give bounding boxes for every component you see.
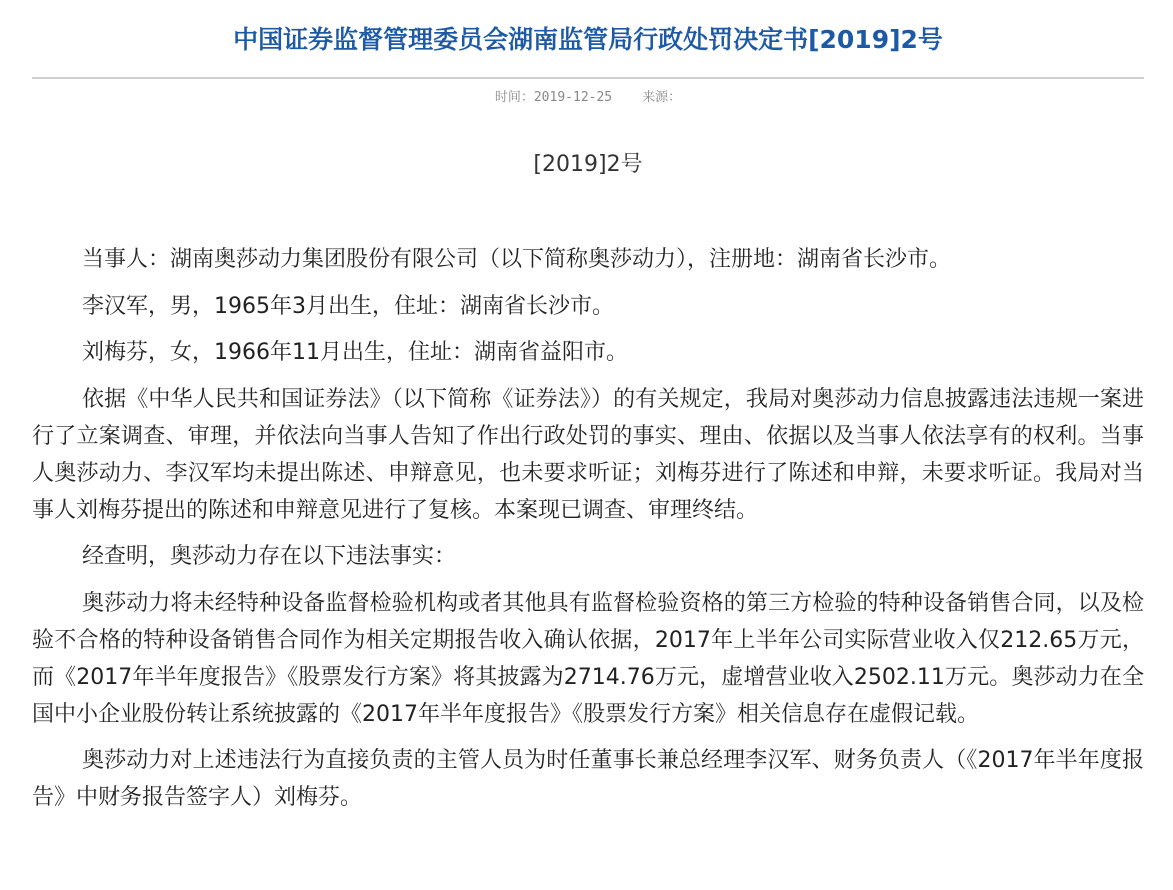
paragraph-person-li: 李汉军，男，1965年3月出生，住址：湖南省长沙市。	[82, 293, 614, 319]
paragraph-basis: 依据《中华人民共和国证券法》（以下简称《证券法》）的有关规定，我局对奥莎动力信息披露违法违规一案进行了立案调查、审理，并依法向当事人告知了作出行政处罚的事实、理由、依据以及当事人依法享有的权利。当事人奥莎动力、李汉军均未提出陈述、申辩意见，也未要求听证；刘梅芬进行了陈述和申辩，未要求听证。我局对当事人刘梅芬提出的陈述和申辩意见进行了复核。本案现已调查、审理终结。	[32, 386, 1144, 523]
paragraph-party: 当事人：湖南奥莎动力集团股份有限公司（以下简称奥莎动力），注册地：湖南省长沙市。	[82, 247, 952, 272]
publish-meta	[32, 88, 1144, 108]
document-number: [2019]2号	[533, 152, 643, 177]
paragraph-findings-intro: 经查明，奥莎动力存在以下违法事实：	[82, 544, 457, 569]
paragraph-person-liu: 刘梅芬，女，1966年11月出生，住址：湖南省益阳市。	[82, 340, 628, 365]
paragraph-responsible: 奥莎动力对上述违法行为直接负责的主管人员为时任董事长兼总经理李汉军、财务负责人（《2017年半年度报告》中财务报告签字人）刘梅芬。	[32, 748, 1144, 810]
time-label: 时间：	[494, 90, 534, 105]
paragraph-findings: 奥莎动力将未经特种设备监督检验机构或者其他具有监督检验资格的第三方检验的特种设备销售合同，以及检验不合格的特种设备销售合同作为相关定期报告收入确认依据，2017年上半年公司实际营业收入仅212.65万元，而《2017年半年度报告》《股票发行方案》将其披露为2714.76万元，虚增营业收入2502.11万元。奥莎动力在全国中小企业股份转让系统披露的《2017年半年度报告》《股票发行方案》相关信息存在虚假记载。	[32, 590, 1144, 727]
page-title: 中国证券监督管理委员会湖南监管局行政处罚决定书[2019]2号	[233, 25, 943, 54]
document-body	[32, 241, 1144, 826]
source-label: 来源：	[642, 90, 682, 105]
title-divider	[32, 77, 1144, 79]
time-value: 2019-12-25	[533, 90, 613, 105]
